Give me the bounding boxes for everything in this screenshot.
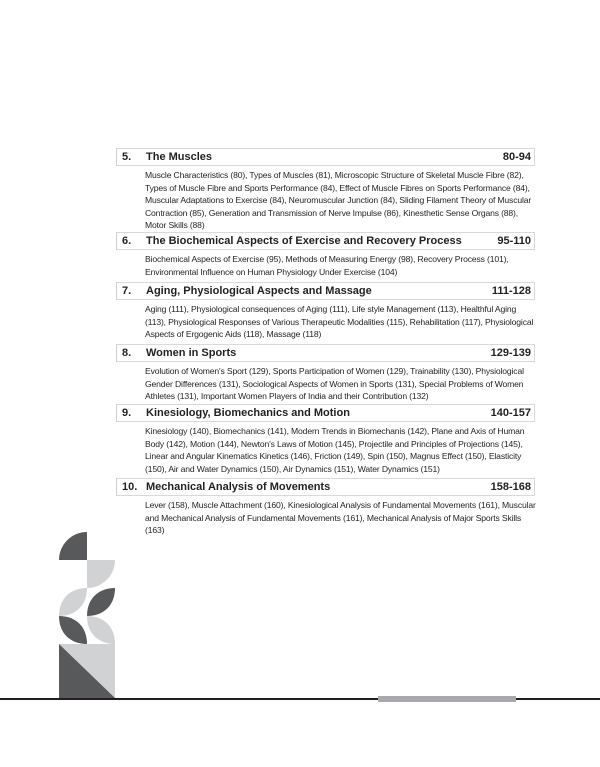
- chapter-number: 6.: [122, 235, 132, 247]
- dark-leaf-shape: [59, 616, 87, 644]
- chapter-topics: Muscle Characteristics (80), Types of Muscles (81), Microscopic Structure of Skeletal Muscle Fibre (82), Types of Muscle Fibre and Sports Performance (84), Effect of Muscle Fibres on Sports Performance (84), Muscular Adaptations to Exercise (84), Neuromuscular Junction (84), Sliding Filament Theory of Muscular Contraction (85), Generation and Transmission of Nerve Impulse (86), Kinesthetic Sense Organs (88), Motor Skills (88): [145, 170, 532, 231]
- light-leaf-shape: [59, 588, 87, 616]
- toc-entry-chapter-8: [116, 344, 535, 403]
- chapter-heading: [116, 344, 535, 362]
- toc-entry-chapter-7: [116, 282, 535, 341]
- chapter-heading: [116, 282, 535, 300]
- dark-leaf-shape: [87, 588, 115, 616]
- chapter-heading: [116, 478, 535, 496]
- chapter-title: Kinesiology, Biomechanics and Motion: [146, 407, 350, 419]
- chapter-title: Mechanical Analysis of Movements: [146, 481, 331, 493]
- chapter-number: 7.: [122, 285, 132, 297]
- chapter-heading: [116, 148, 535, 166]
- footer-accent-bar: [378, 696, 516, 702]
- chapter-pages: 95-110: [497, 235, 531, 247]
- chapter-topics: Lever (158), Muscle Attachment (160), Kinesiological Analysis of Fundamental Movements (161), Muscular and Mechanical Analysis of Fundamental Movements (161), Mechanical Analysis of Major Sports Skills (163): [145, 500, 536, 536]
- toc-entry-chapter-9: [116, 404, 535, 475]
- chapter-number: 9.: [122, 407, 132, 419]
- chapter-topics: Evolution of Women's Sport (129), Sports Participation of Women (129), Trainability (130), Physiological Gender Differences (131), Sociological Aspects of Women in Sports (131), Special Problems of Women Athletes (131), Important Women Players of India and their Contribution (132): [145, 366, 524, 402]
- chapter-number: 5.: [122, 151, 132, 163]
- geometric-ornament: [55, 528, 121, 700]
- chapter-pages: 80-94: [502, 151, 531, 163]
- chapter-title: The Muscles: [146, 151, 213, 163]
- toc-entry-chapter-6: [116, 232, 535, 278]
- chapter-pages: 129-139: [490, 347, 531, 359]
- chapter-pages: 140-157: [490, 407, 531, 419]
- toc-entry-chapter-10: [116, 478, 535, 537]
- chapter-number: 10.: [122, 481, 138, 493]
- chapter-topics: Aging (111), Physiological consequences of Aging (111), Life style Management (113), Healthful Aging (113), Physiological Responses of Various Therapeutic Modalities (115), Rehabilitation (117), Physiological Aspects of Ergogenic Aids (118), Massage (118): [145, 304, 534, 340]
- chapter-topics: Biochemical Aspects of Exercise (95), Methods of Measuring Energy (98), Recovery Process (101), Environmental Influence on Human Physiology Under Exercise (104): [145, 254, 509, 277]
- chapter-pages: 158-168: [490, 481, 531, 493]
- toc-entry-chapter-5: [116, 148, 535, 232]
- light-leaf-shape: [87, 616, 115, 644]
- dark-quarter-circle-shape: [59, 532, 87, 560]
- chapter-heading: [116, 404, 535, 422]
- chapter-number: 8.: [122, 347, 132, 359]
- light-quarter-circle-shape: [87, 560, 115, 588]
- chapter-topics: Kinesiology (140), Biomechanics (141), Modern Trends in Biomechanis (142), Plane and Axis of Human Body (142), Motion (144), Newton's Laws of Motion (145), Projectile and Principles of Projections (145), Linear and Angular Kinematics Kinetics (146), Friction (149), Spin (150), Magnus Effect (150), Elasticity (150), Air and Water Dynamics (150), Air Dynamics (151), Water Dynamics (151): [145, 426, 525, 474]
- chapter-heading: [116, 232, 535, 250]
- chapter-pages: 111-128: [491, 285, 531, 297]
- chapter-title: Aging, Physiological Aspects and Massage: [146, 285, 372, 297]
- chapter-title: The Biochemical Aspects of Exercise and Recovery Process: [146, 235, 462, 247]
- chapter-title: Women in Sports: [146, 347, 237, 359]
